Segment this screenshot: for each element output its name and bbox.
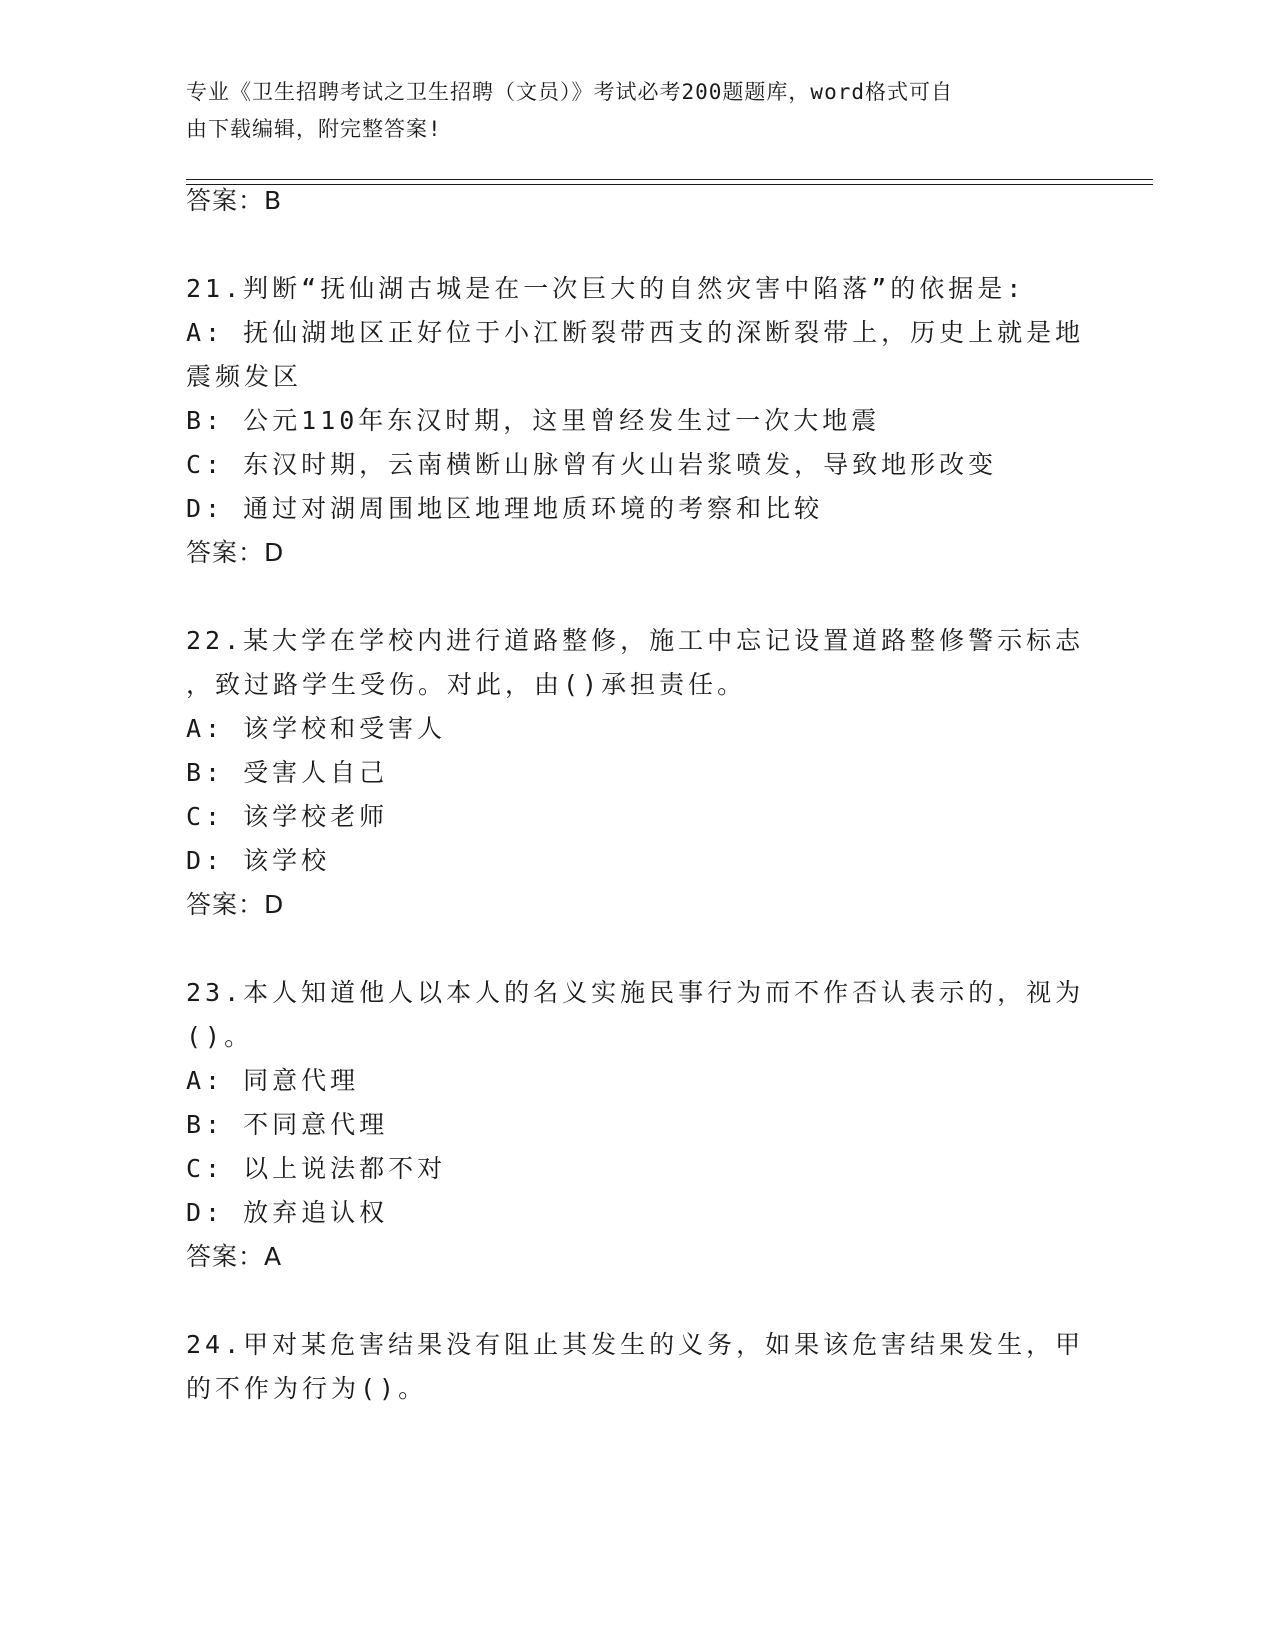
- option-21-B: B: 公元110年东汉时期，这里曾经发生过一次大地震: [186, 406, 881, 435]
- header-divider-bottom: [186, 184, 1153, 185]
- option-22-B: B: 受害人自己: [186, 758, 389, 787]
- answer-line: 答案：A: [186, 1242, 283, 1271]
- option-23-A: A: 同意代理: [186, 1066, 360, 1095]
- question-stem-23-line-2: ()。: [186, 1022, 254, 1051]
- option-22-D: D: 该学校: [186, 846, 331, 875]
- header-line-1: 专业《卫生招聘考试之卫生招聘（文员）》考试必考200题题库，word格式可自: [186, 80, 953, 104]
- option-23-B: B: 不同意代理: [186, 1110, 389, 1139]
- question-stem-24-line-1: 24.甲对某危害结果没有阻止其发生的义务，如果该危害结果发生，甲: [186, 1330, 1085, 1359]
- question-stem-24-line-2: 的不作为行为()。: [186, 1374, 428, 1403]
- option-23-D: D: 放弃追认权: [186, 1198, 389, 1227]
- question-stem-22-line-2: ，致过路学生受伤。对此，由()承担责任。: [186, 670, 747, 699]
- header-divider-top: [186, 179, 1153, 180]
- answer-line: 答案：D: [186, 538, 285, 567]
- option-23-C: C: 以上说法都不对: [186, 1154, 447, 1183]
- option-21-A-cont: 震频发区: [186, 362, 303, 391]
- option-22-C: C: 该学校老师: [186, 802, 389, 831]
- document-header: [186, 74, 1066, 148]
- question-stem-22-line-1: 22.某大学在学校内进行道路整修，施工中忘记设置道路整修警示标志: [186, 626, 1085, 655]
- question-stem-21-line-1: 21.判断“抚仙湖古城是在一次巨大的自然灾害中陷落”的依据是:: [186, 274, 1026, 303]
- question-stem-23-line-1: 23.本人知道他人以本人的名义实施民事行为而不作否认表示的，视为: [186, 978, 1085, 1007]
- header-line-2: 由下载编辑，附完整答案!: [186, 117, 442, 141]
- option-22-A: A: 该学校和受害人: [186, 714, 447, 743]
- answer-line: 答案：D: [186, 890, 285, 919]
- option-21-D: D: 通过对湖周围地区地理地质环境的考察和比较: [186, 494, 824, 523]
- answer-line: 答案：B: [186, 186, 283, 215]
- option-21-A: A: 抚仙湖地区正好位于小江断裂带西支的深断裂带上，历史上就是地: [186, 318, 1085, 347]
- option-21-C: C: 东汉时期，云南横断山脉曾有火山岩浆喷发，导致地形改变: [186, 450, 998, 479]
